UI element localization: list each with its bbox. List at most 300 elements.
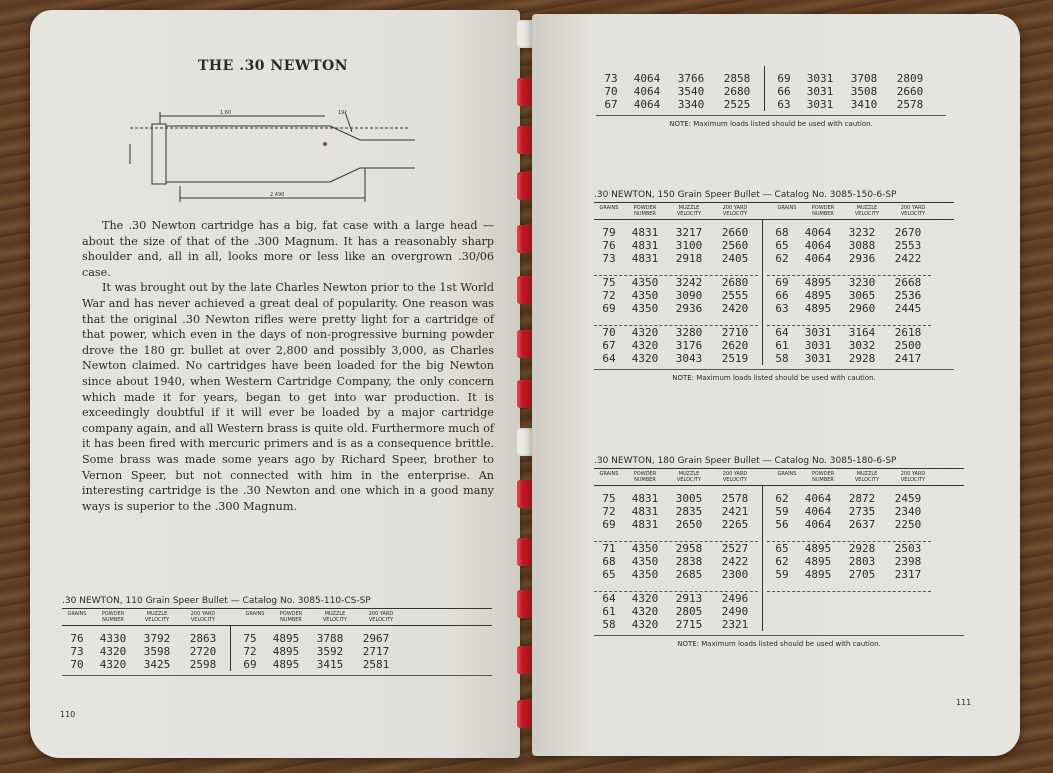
table-cell: 2650 xyxy=(675,518,703,531)
column-header: POWDER NUMBER xyxy=(633,471,657,483)
column-header: POWDER NUMBER xyxy=(633,205,657,217)
table-cell: 2660 xyxy=(721,226,749,239)
group-separator xyxy=(767,591,931,592)
table-cell: 69 xyxy=(243,658,257,671)
table-cell: 67 xyxy=(602,339,616,352)
table-body xyxy=(594,220,954,365)
table-cell: 2863 xyxy=(189,632,217,645)
table-row xyxy=(594,505,758,518)
table-cell: 71 xyxy=(602,542,616,555)
table-row xyxy=(594,239,758,252)
table-cell: 4330 xyxy=(99,632,127,645)
table-cell: 3340 xyxy=(677,98,705,111)
table-cell: 79 xyxy=(602,226,616,239)
table-cell: 4350 xyxy=(631,542,659,555)
table-cell: 58 xyxy=(602,618,616,631)
table-cell: 75 xyxy=(602,276,616,289)
table-cell: 4895 xyxy=(272,632,300,645)
table-cell: 2620 xyxy=(721,339,749,352)
table-cell: 2398 xyxy=(894,555,922,568)
table-cell: 70 xyxy=(70,658,84,671)
table-cell: 76 xyxy=(602,239,616,252)
table-cell: 2805 xyxy=(675,605,703,618)
table-note: NOTE: Maximum loads listed should be used with caution. xyxy=(669,120,873,128)
table-row xyxy=(62,645,226,658)
table-cell: 58 xyxy=(775,352,789,365)
table-row xyxy=(767,226,931,239)
table-cell: 2809 xyxy=(896,72,924,85)
table-row xyxy=(767,555,931,568)
table-cell: 2300 xyxy=(721,568,749,581)
table-cell: 2321 xyxy=(721,618,749,631)
load-table-110-grain xyxy=(62,596,492,676)
table-cell: 3410 xyxy=(850,98,878,111)
table-row xyxy=(594,276,758,289)
column-header: 200 YARD VELOCITY xyxy=(900,471,926,483)
table-cell: 2735 xyxy=(848,505,876,518)
column-header: POWDER NUMBER xyxy=(101,611,125,623)
row-group xyxy=(235,632,399,671)
column-header: 200 YARD VELOCITY xyxy=(368,611,394,623)
table-cell: 3043 xyxy=(675,352,703,365)
page-number: 111 xyxy=(956,698,972,707)
table-cell: 64 xyxy=(602,352,616,365)
table-cell: 76 xyxy=(70,632,84,645)
table-cell: 69 xyxy=(602,518,616,531)
right-columns xyxy=(235,626,399,671)
table-cell: 2500 xyxy=(894,339,922,352)
table-row xyxy=(594,339,758,352)
column-header: 200 YARD VELOCITY xyxy=(900,205,926,217)
table-cell: 4831 xyxy=(631,226,659,239)
table-cell: 3031 xyxy=(806,85,834,98)
column-header: POWDER NUMBER xyxy=(811,205,835,217)
table-cell: 4895 xyxy=(272,645,300,658)
dim-label-2: 19° xyxy=(338,110,347,116)
column-header: MUZZLE VELOCITY xyxy=(676,205,702,217)
table-cell: 2445 xyxy=(894,302,922,315)
table-cell: 61 xyxy=(602,605,616,618)
table-cell: 2553 xyxy=(894,239,922,252)
table-cell: 4064 xyxy=(804,252,832,265)
table-cell: 2928 xyxy=(848,352,876,365)
row-group xyxy=(594,226,758,265)
table-row xyxy=(596,98,760,111)
table-cell: 75 xyxy=(243,632,257,645)
table-cell: 69 xyxy=(602,302,616,315)
table-cell: 2459 xyxy=(894,492,922,505)
article-text xyxy=(82,218,494,514)
table-cell: 4831 xyxy=(631,492,659,505)
table-cell: 4895 xyxy=(272,658,300,671)
table-cell: 2685 xyxy=(675,568,703,581)
table-cell: 73 xyxy=(604,72,618,85)
dim-label-3: 2.490 xyxy=(270,192,285,198)
table-cell: 3031 xyxy=(804,352,832,365)
table-cell: 3425 xyxy=(143,658,171,671)
table-cell: 2680 xyxy=(723,85,751,98)
row-group xyxy=(594,492,758,531)
table-cell: 3232 xyxy=(848,226,876,239)
table-body xyxy=(596,66,946,111)
table-row xyxy=(594,592,758,605)
table-cell: 4895 xyxy=(804,568,832,581)
row-group xyxy=(767,537,931,581)
table-cell: 66 xyxy=(775,289,789,302)
table-cell: 2578 xyxy=(721,492,749,505)
table-cell: 2838 xyxy=(675,555,703,568)
table-row xyxy=(767,276,931,289)
table-cell: 2668 xyxy=(894,276,922,289)
table-cell: 2422 xyxy=(894,252,922,265)
table-header xyxy=(594,202,954,220)
table-caption: .30 NEWTON, 180 Grain Speer Bullet — Catalog No. 3085-180-6-SP xyxy=(594,456,897,466)
table-cell: 3415 xyxy=(316,658,344,671)
table-row xyxy=(769,85,933,98)
table-cell: 2519 xyxy=(721,352,749,365)
table-cell: 2936 xyxy=(675,302,703,315)
column-header: 200 YARD VELOCITY xyxy=(190,611,216,623)
row-group xyxy=(594,537,758,581)
table-cell: 3031 xyxy=(804,339,832,352)
table-cell: 4350 xyxy=(631,302,659,315)
row-group xyxy=(767,271,931,315)
table-cell: 3788 xyxy=(316,632,344,645)
table-cell: 4831 xyxy=(631,518,659,531)
table-cell: 2720 xyxy=(189,645,217,658)
table-cell: 4064 xyxy=(804,518,832,531)
table-row xyxy=(594,352,758,365)
page-title: THE .30 NEWTON xyxy=(198,58,349,74)
column-header: POWDER NUMBER xyxy=(811,471,835,483)
table-cell: 2420 xyxy=(721,302,749,315)
row-group xyxy=(62,632,226,671)
column-header: MUZZLE VELOCITY xyxy=(676,471,702,483)
table-cell: 2936 xyxy=(848,252,876,265)
table-row xyxy=(767,492,931,505)
table-row xyxy=(767,518,931,531)
table-cell: 3164 xyxy=(848,326,876,339)
table-cell: 2928 xyxy=(848,542,876,555)
table-cell: 4320 xyxy=(631,618,659,631)
table-cell: 3230 xyxy=(848,276,876,289)
table-cell: 2536 xyxy=(894,289,922,302)
table-row xyxy=(235,632,399,645)
table-cell: 3217 xyxy=(675,226,703,239)
column-header: MUZZLE VELOCITY xyxy=(854,205,880,217)
table-cell: 2421 xyxy=(721,505,749,518)
table-row xyxy=(767,505,931,518)
table-row xyxy=(769,98,933,111)
left-columns xyxy=(62,626,226,671)
dim-label-1: 1.60 xyxy=(220,110,232,116)
table-cell: 2637 xyxy=(848,518,876,531)
table-cell: 56 xyxy=(775,518,789,531)
table-cell: 72 xyxy=(243,645,257,658)
row-group xyxy=(596,72,760,111)
table-cell: 4064 xyxy=(633,85,661,98)
table-row xyxy=(767,302,931,315)
table-cell: 69 xyxy=(775,276,789,289)
column-header: GRAINS xyxy=(777,205,797,211)
table-cell: 3090 xyxy=(675,289,703,302)
table-cell: 4895 xyxy=(804,289,832,302)
paragraph-2: It was brought out by the late Charles Newton prior to the 1st World War and has never achieved a great deal of popularity. One reason was that the original .30 Newton rifles were pretty light for a cartridge of that power, which even in the days of non-progressive burning powder drove the 180 gr. bullet at over 2,800 and possibly 3,000, as Charles Newton claimed. No cartridges have been loaded for the big Newton since about 1940, when Western Cartridge Company, the only concern which made it for years, began to get into war production. It is exceedingly doubtful if it will ever be loaded by a major cartridge company again, and all Western brass is quite old. Furthermore much of it has been fired with mercuric primers and is as a consequence brittle. Some brass was made some years ago by Richard Speer, brother to Vernon Speer, but not connected with him in the enterprise. An interesting cartridge is the .30 Newton and one which in a good many ways is superior to the .300 Magnum. xyxy=(82,281,494,513)
table-cell: 3100 xyxy=(675,239,703,252)
table-cell: 2578 xyxy=(896,98,924,111)
table-row xyxy=(62,658,226,671)
table-cell: 2527 xyxy=(721,542,749,555)
table-cell: 2405 xyxy=(721,252,749,265)
row-group xyxy=(594,321,758,365)
table-cell: 59 xyxy=(775,505,789,518)
load-table-continued xyxy=(596,66,946,128)
table-row xyxy=(767,568,931,581)
table-cell: 2490 xyxy=(721,605,749,618)
table-cell: 2803 xyxy=(848,555,876,568)
table-cell: 2670 xyxy=(894,226,922,239)
table-row xyxy=(594,326,758,339)
table-cell: 3598 xyxy=(143,645,171,658)
right-page xyxy=(532,14,1020,756)
table-cell: 2250 xyxy=(894,518,922,531)
column-header: GRAINS xyxy=(599,471,619,477)
table-row xyxy=(594,252,758,265)
column-header: MUZZLE VELOCITY xyxy=(144,611,170,623)
page-number: 110 xyxy=(60,710,76,719)
row-group xyxy=(594,587,758,631)
table-cell: 4320 xyxy=(631,352,659,365)
table-body xyxy=(62,626,492,671)
table-cell: 3088 xyxy=(848,239,876,252)
table-note: NOTE: Maximum loads listed should be used with caution. xyxy=(672,374,876,382)
table-cell: 4320 xyxy=(631,605,659,618)
table-cell: 3032 xyxy=(848,339,876,352)
table-cell: 3242 xyxy=(675,276,703,289)
table-cell: 75 xyxy=(602,492,616,505)
table-row xyxy=(594,302,758,315)
table-cell: 4064 xyxy=(633,98,661,111)
table-cell: 65 xyxy=(775,542,789,555)
table-cell: 4831 xyxy=(631,252,659,265)
table-cell: 2265 xyxy=(721,518,749,531)
table-cell: 65 xyxy=(602,568,616,581)
table-row xyxy=(594,226,758,239)
table-cell: 2967 xyxy=(362,632,390,645)
table-cell: 2717 xyxy=(362,645,390,658)
table-cell: 4895 xyxy=(804,555,832,568)
column-header: GRAINS xyxy=(777,471,797,477)
row-group xyxy=(767,321,931,365)
table-rule xyxy=(596,115,946,116)
row-group xyxy=(769,72,933,111)
row-group xyxy=(594,271,758,315)
table-cell: 4895 xyxy=(804,302,832,315)
left-page xyxy=(30,10,520,758)
table-cell: 61 xyxy=(775,339,789,352)
table-cell: 2581 xyxy=(362,658,390,671)
table-cell: 3280 xyxy=(675,326,703,339)
row-group xyxy=(767,587,931,592)
table-cell: 2317 xyxy=(894,568,922,581)
table-rule xyxy=(594,369,954,370)
row-group xyxy=(767,492,931,531)
table-row xyxy=(596,85,760,98)
table-cell: 4895 xyxy=(804,542,832,555)
table-cell: 72 xyxy=(602,505,616,518)
table-cell: 2872 xyxy=(848,492,876,505)
table-cell: 2715 xyxy=(675,618,703,631)
table-cell: 2680 xyxy=(721,276,749,289)
table-header xyxy=(594,468,964,486)
table-row xyxy=(767,339,931,352)
load-table-180-grain xyxy=(594,456,964,648)
table-row xyxy=(767,252,931,265)
column-divider xyxy=(764,66,765,111)
table-cell: 4320 xyxy=(99,658,127,671)
table-cell: 4350 xyxy=(631,276,659,289)
table-row xyxy=(235,645,399,658)
table-cell: 2422 xyxy=(721,555,749,568)
table-cell: 2598 xyxy=(189,658,217,671)
right-columns xyxy=(769,66,933,111)
table-cell: 62 xyxy=(775,492,789,505)
table-cell: 4320 xyxy=(631,326,659,339)
table-cell: 65 xyxy=(775,239,789,252)
right-columns xyxy=(767,220,931,365)
table-cell: 4831 xyxy=(631,505,659,518)
table-cell: 72 xyxy=(602,289,616,302)
cartridge-diagram xyxy=(120,102,420,212)
table-cell: 3065 xyxy=(848,289,876,302)
table-cell: 4064 xyxy=(804,226,832,239)
table-cell: 2503 xyxy=(894,542,922,555)
table-row xyxy=(594,492,758,505)
table-row xyxy=(767,289,931,302)
table-cell: 3708 xyxy=(850,72,878,85)
table-caption: .30 NEWTON, 150 Grain Speer Bullet — Catalog No. 3085-150-6-SP xyxy=(594,190,897,200)
column-header: GRAINS xyxy=(67,611,87,617)
table-row xyxy=(594,289,758,302)
table-cell: 63 xyxy=(775,302,789,315)
table-row xyxy=(769,72,933,85)
table-cell: 3792 xyxy=(143,632,171,645)
table-cell: 3540 xyxy=(677,85,705,98)
right-columns xyxy=(767,486,931,631)
table-cell: 2705 xyxy=(848,568,876,581)
table-cell: 2660 xyxy=(896,85,924,98)
table-cell: 2958 xyxy=(675,542,703,555)
table-rule xyxy=(594,635,964,636)
table-cell: 4350 xyxy=(631,555,659,568)
table-cell: 2960 xyxy=(848,302,876,315)
table-cell: 64 xyxy=(602,592,616,605)
table-row xyxy=(767,326,931,339)
table-row xyxy=(767,352,931,365)
table-row xyxy=(767,239,931,252)
table-cell: 4350 xyxy=(631,289,659,302)
table-row xyxy=(62,632,226,645)
table-row xyxy=(594,618,758,631)
table-cell: 68 xyxy=(775,226,789,239)
table-header xyxy=(62,608,492,626)
table-cell: 62 xyxy=(775,252,789,265)
table-cell: 4064 xyxy=(633,72,661,85)
load-table-150-grain xyxy=(594,190,954,382)
column-header: 200 YARD VELOCITY xyxy=(722,471,748,483)
column-header: GRAINS xyxy=(599,205,619,211)
table-cell: 4320 xyxy=(99,645,127,658)
column-header: MUZZLE VELOCITY xyxy=(854,471,880,483)
table-cell: 2710 xyxy=(721,326,749,339)
table-cell: 3592 xyxy=(316,645,344,658)
table-cell: 73 xyxy=(602,252,616,265)
table-cell: 4064 xyxy=(804,492,832,505)
table-row xyxy=(767,542,931,555)
table-cell: 63 xyxy=(777,98,791,111)
table-row xyxy=(594,605,758,618)
table-cell: 2858 xyxy=(723,72,751,85)
table-cell: 59 xyxy=(775,568,789,581)
table-cell: 4895 xyxy=(804,276,832,289)
table-cell: 3031 xyxy=(806,72,834,85)
table-cell: 2560 xyxy=(721,239,749,252)
table-cell: 73 xyxy=(70,645,84,658)
table-cell: 4350 xyxy=(631,568,659,581)
table-row xyxy=(235,658,399,671)
table-cell: 2918 xyxy=(675,252,703,265)
table-note: NOTE: Maximum loads listed should be used with caution. xyxy=(677,640,881,648)
table-cell: 4064 xyxy=(804,505,832,518)
table-row xyxy=(594,518,758,531)
table-cell: 70 xyxy=(602,326,616,339)
table-cell: 70 xyxy=(604,85,618,98)
column-header: GRAINS xyxy=(245,611,265,617)
table-cell: 2525 xyxy=(723,98,751,111)
column-header: POWDER NUMBER xyxy=(279,611,303,623)
column-divider xyxy=(762,486,763,631)
table-cell: 3031 xyxy=(804,326,832,339)
left-columns xyxy=(594,486,758,631)
table-cell: 67 xyxy=(604,98,618,111)
table-row xyxy=(594,568,758,581)
table-cell: 4064 xyxy=(804,239,832,252)
table-cell: 2913 xyxy=(675,592,703,605)
table-cell: 2835 xyxy=(675,505,703,518)
column-header: 200 YARD VELOCITY xyxy=(722,205,748,217)
table-cell: 3766 xyxy=(677,72,705,85)
column-divider xyxy=(762,220,763,365)
table-row xyxy=(596,72,760,85)
table-cell: 2618 xyxy=(894,326,922,339)
row-group xyxy=(767,226,931,265)
table-caption: .30 NEWTON, 110 Grain Speer Bullet — Catalog No. 3085-110-CS-SP xyxy=(62,596,371,606)
table-cell: 3508 xyxy=(850,85,878,98)
table-cell: 2496 xyxy=(721,592,749,605)
table-rule xyxy=(62,675,492,676)
table-cell: 3031 xyxy=(806,98,834,111)
table-cell: 64 xyxy=(775,326,789,339)
column-divider xyxy=(230,626,231,671)
left-columns xyxy=(596,66,760,111)
table-body xyxy=(594,486,964,631)
table-cell: 62 xyxy=(775,555,789,568)
table-row xyxy=(594,555,758,568)
table-cell: 2417 xyxy=(894,352,922,365)
table-cell: 3005 xyxy=(675,492,703,505)
left-columns xyxy=(594,220,758,365)
table-cell: 4320 xyxy=(631,592,659,605)
